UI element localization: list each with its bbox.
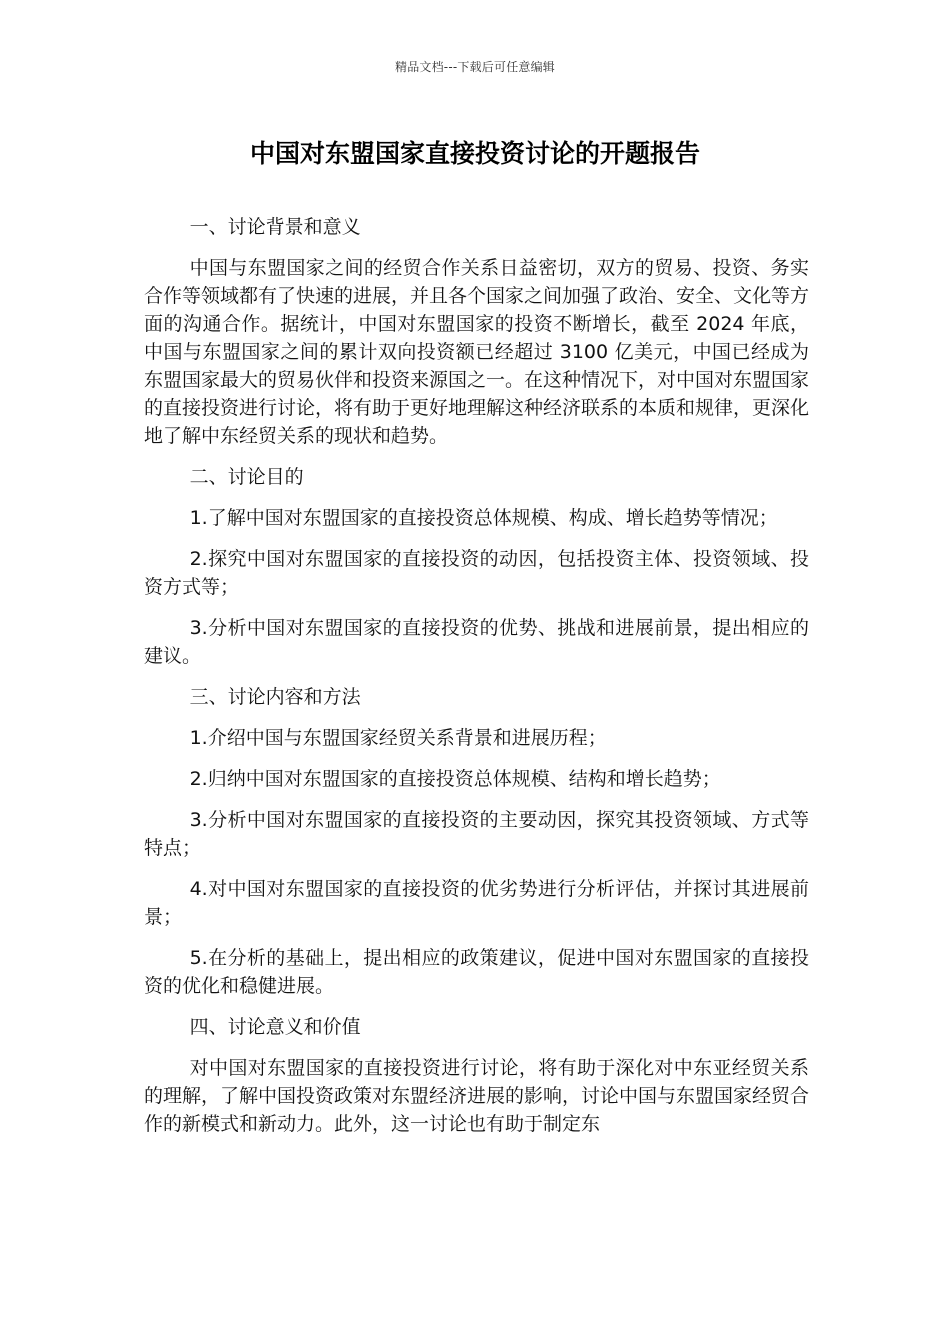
content-item-1: 1.介绍中国与东盟国家经贸关系背景和进展历程； [189, 727, 607, 749]
content-item-3: 3.分析中国对东盟国家的直接投资的主要动因，探究其投资领域、方式等特点； [144, 809, 809, 859]
section-heading-significance: 四、讨论意义和价值 [189, 1016, 361, 1038]
content-item-2: 2.归纳中国对东盟国家的直接投资总体规模、结构和增长趋势； [189, 768, 721, 790]
section-heading-purpose: 二、讨论目的 [189, 466, 304, 488]
document-body [144, 213, 809, 1151]
paragraph-significance: 对中国对东盟国家的直接投资进行讨论，将有助于深化对中东亚经贸关系的理解，了解中国投资政策对东盟经济进展的影响，讨论中国与东盟国家经贸合作的新模式和新动力。此外，这一讨论也有助于制定东 [144, 1057, 810, 1135]
section-heading-background: 一、讨论背景和意义 [189, 216, 361, 238]
purpose-item-1: 1.了解中国对东盟国家的直接投资总体规模、构成、增长趋势等情况； [189, 507, 778, 529]
purpose-item-2: 2.探究中国对东盟国家的直接投资的动因，包括投资主体、投资领域、投资方式等； [144, 548, 809, 598]
header-note: 精品文档---下载后可任意编辑 [395, 60, 555, 74]
paragraph-background: 中国与东盟国家之间的经贸合作关系日益密切，双方的贸易、投资、务实合作等领域都有了快速的进展，并且各个国家之间加强了政治、安全、文化等方面的沟通合作。据统计，中国对东盟国家的投资不断增长，截至 2024 年底，中国与东盟国家之间的累计双向投资额已经超过 3100 亿美元，中国已经成为东盟国家最大的贸易伙伴和投资来源国之一。在这种情况下，对中国对东盟国家的直接投资进行讨论，将有助于更好地理解这种经济联系的本质和规律，更深化地了解中东经贸关系的现状和趋势。 [144, 257, 810, 447]
content-item-5: 5.在分析的基础上，提出相应的政策建议，促进中国对东盟国家的直接投资的优化和稳健进展。 [144, 947, 809, 997]
content-item-4: 4.对中国对东盟国家的直接投资的优劣势进行分析评估，并探讨其进展前景； [144, 878, 809, 928]
purpose-item-3: 3.分析中国对东盟国家的直接投资的优势、挑战和进展前景，提出相应的建议。 [144, 617, 809, 667]
section-heading-content-methods: 三、讨论内容和方法 [189, 686, 361, 708]
document-title: 中国对东盟国家直接投资讨论的开题报告 [249, 139, 700, 168]
